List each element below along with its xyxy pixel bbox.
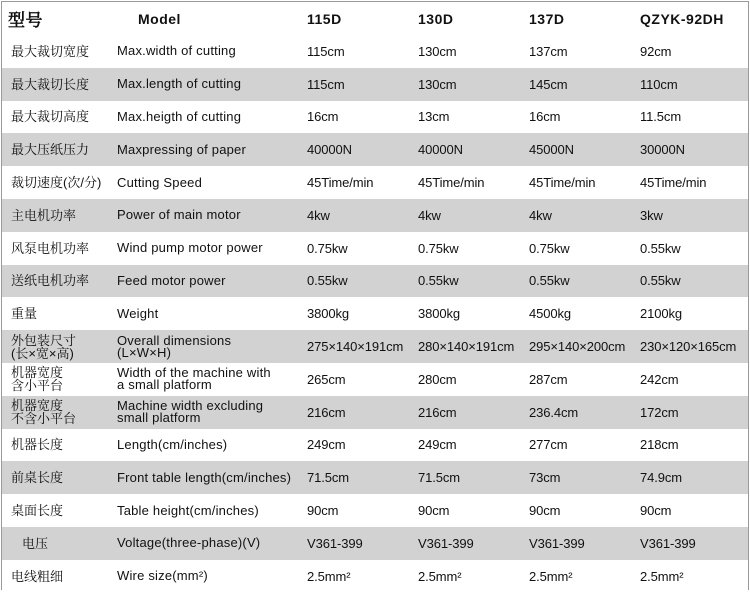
spec-label-en: Voltage(three-phase)(V) — [117, 535, 261, 551]
spec-value: 115cm — [307, 76, 345, 92]
spec-value: 280×140×191cm — [418, 339, 515, 355]
header-model-en: Model — [114, 2, 304, 35]
spec-value: 2.5mm² — [307, 568, 351, 584]
spec-value: 3800kg — [418, 306, 461, 322]
spec-value: 45Time/min — [307, 175, 374, 191]
spec-value: 73cm — [529, 470, 561, 486]
spec-value: 40000N — [307, 142, 352, 158]
spec-value: 16cm — [307, 109, 339, 125]
spec-value: 90cm — [307, 503, 339, 519]
spec-value: 230×120×165cm — [640, 339, 737, 355]
spec-value: 0.55kw — [640, 273, 681, 289]
spec-row — [2, 330, 748, 363]
spec-label-cn: 最大压纸压力 — [11, 142, 90, 158]
spec-value: 3800kg — [307, 306, 350, 322]
spec-label-cn: 前桌长度 — [11, 470, 64, 486]
spec-value: 74.9cm — [640, 470, 683, 486]
spec-value: 287cm — [529, 371, 568, 387]
spec-row — [2, 35, 748, 68]
spec-label-cn: 风泵电机功率 — [11, 240, 90, 256]
spec-value: 4kw — [418, 207, 441, 223]
spec-value: 16cm — [529, 109, 561, 125]
spec-row — [2, 265, 748, 298]
spec-value: 115cm — [307, 43, 345, 59]
spec-label-cn: 桌面长度 — [11, 503, 64, 519]
spec-value: V361-399 — [640, 535, 696, 551]
spec-value: 11.5cm — [640, 109, 682, 125]
spec-value: V361-399 — [418, 535, 474, 551]
spec-value: 45Time/min — [529, 175, 596, 191]
spec-table-body — [2, 35, 748, 593]
spec-value: 295×140×200cm — [529, 339, 626, 355]
spec-value: 0.75kw — [529, 240, 570, 256]
header-model-cn: 型号 — [2, 2, 114, 35]
spec-value: 218cm — [640, 437, 679, 453]
spec-sheet — [1, 1, 749, 590]
spec-label-en: Width of the machine with a small platform — [117, 365, 271, 393]
spec-label-en: Max.length of cutting — [117, 76, 242, 92]
spec-row — [2, 232, 748, 265]
spec-value: 30000N — [640, 142, 685, 158]
spec-label-en: Maxpressing of paper — [117, 141, 247, 157]
spec-row — [2, 101, 748, 134]
spec-row — [2, 363, 748, 396]
spec-value: 13cm — [418, 109, 450, 125]
spec-value: 0.55kw — [529, 273, 570, 289]
spec-value: 0.55kw — [418, 273, 459, 289]
spec-row — [2, 527, 748, 560]
spec-value: 3kw — [640, 207, 663, 223]
spec-label-cn: 送纸电机功率 — [11, 273, 90, 289]
spec-value: 90cm — [529, 503, 561, 519]
spec-value: 2.5mm² — [418, 568, 462, 584]
spec-row — [2, 461, 748, 494]
spec-label-en: Weight — [117, 305, 159, 321]
spec-label-en: Overall dimensions (L×W×H) — [117, 332, 232, 360]
header-model-137d: 137D — [526, 2, 637, 35]
spec-value: 110cm — [640, 76, 678, 92]
spec-value: 265cm — [307, 371, 346, 387]
spec-label-en: Length(cm/inches) — [117, 436, 228, 452]
spec-label-en: Table height(cm/inches) — [117, 502, 259, 518]
spec-label-en: Max.width of cutting — [117, 43, 236, 59]
spec-value: 216cm — [307, 404, 346, 420]
spec-row — [2, 199, 748, 232]
spec-value: 216cm — [418, 404, 457, 420]
spec-value: V361-399 — [529, 535, 585, 551]
spec-label-cn: 机器宽度 不含小平台 — [11, 398, 77, 427]
spec-value: 92cm — [640, 43, 672, 59]
spec-value: 45Time/min — [640, 175, 707, 191]
spec-value: 2.5mm² — [529, 568, 573, 584]
spec-label-cn: 最大裁切宽度 — [11, 43, 90, 59]
header-row — [2, 2, 748, 35]
spec-value: 275×140×191cm — [307, 339, 404, 355]
spec-label-cn: 最大裁切长度 — [11, 76, 90, 92]
header-model-130d: 130D — [415, 2, 526, 35]
spec-label-cn: 重量 — [11, 306, 38, 322]
spec-value: 90cm — [640, 503, 672, 519]
spec-value: 90cm — [418, 503, 450, 519]
spec-value: 4kw — [307, 207, 330, 223]
spec-value: 0.55kw — [307, 273, 348, 289]
spec-row — [2, 133, 748, 166]
spec-row — [2, 494, 748, 527]
spec-label-en: Max.heigth of cutting — [117, 108, 242, 124]
spec-label-cn: 电压 — [22, 535, 49, 551]
spec-value: 249cm — [307, 437, 346, 453]
spec-label-cn: 最大裁切高度 — [11, 109, 90, 125]
spec-label-cn: 机器长度 — [11, 437, 64, 453]
spec-label-en: Cutting Speed — [117, 174, 202, 190]
spec-label-en: Feed motor power — [117, 272, 226, 288]
spec-value: 172cm — [640, 404, 679, 420]
spec-label-cn: 裁切速度(次/分) — [11, 175, 102, 191]
spec-label-en: Front table length(cm/inches) — [117, 469, 292, 485]
spec-row — [2, 429, 748, 462]
spec-value: 280cm — [418, 371, 457, 387]
spec-label-cn: 外包装尺寸 (长×宽×高) — [11, 332, 77, 361]
spec-row — [2, 396, 748, 429]
header-model-115d: 115D — [304, 2, 415, 35]
spec-label-en: Power of main motor — [117, 207, 241, 223]
spec-row — [2, 166, 748, 199]
spec-value: 4kw — [529, 207, 552, 223]
spec-value: 71.5cm — [418, 470, 461, 486]
spec-value: 2.5mm² — [640, 568, 684, 584]
spec-value: V361-399 — [307, 535, 363, 551]
spec-value: 236.4cm — [529, 404, 579, 420]
spec-row — [2, 68, 748, 101]
spec-value: 130cm — [418, 43, 457, 59]
spec-value: 137cm — [529, 43, 568, 59]
spec-value: 145cm — [529, 76, 568, 92]
spec-value: 45Time/min — [418, 175, 485, 191]
spec-table — [2, 2, 748, 593]
spec-label-en: Machine width excluding small platform — [117, 398, 264, 426]
spec-value: 45000N — [529, 142, 574, 158]
spec-value: 130cm — [418, 76, 457, 92]
spec-value: 0.75kw — [418, 240, 459, 256]
spec-label-en: Wind pump motor power — [117, 240, 263, 256]
header-model-qzyk-92dh: QZYK-92DH — [637, 2, 748, 35]
spec-value: 277cm — [529, 437, 568, 453]
spec-value: 40000N — [418, 142, 463, 158]
spec-value: 0.75kw — [307, 240, 348, 256]
spec-label-en: Wire size(mm²) — [117, 568, 208, 584]
spec-value: 4500kg — [529, 306, 572, 322]
spec-label-cn: 电线粗细 — [11, 568, 64, 584]
spec-label-cn: 主电机功率 — [11, 207, 77, 223]
spec-value: 2100kg — [640, 306, 683, 322]
spec-label-cn: 机器宽度 含小平台 — [11, 365, 64, 394]
spec-row — [2, 297, 748, 330]
spec-value: 249cm — [418, 437, 457, 453]
spec-value: 242cm — [640, 371, 679, 387]
spec-value: 71.5cm — [307, 470, 350, 486]
spec-value: 0.55kw — [640, 240, 681, 256]
spec-row — [2, 560, 748, 593]
